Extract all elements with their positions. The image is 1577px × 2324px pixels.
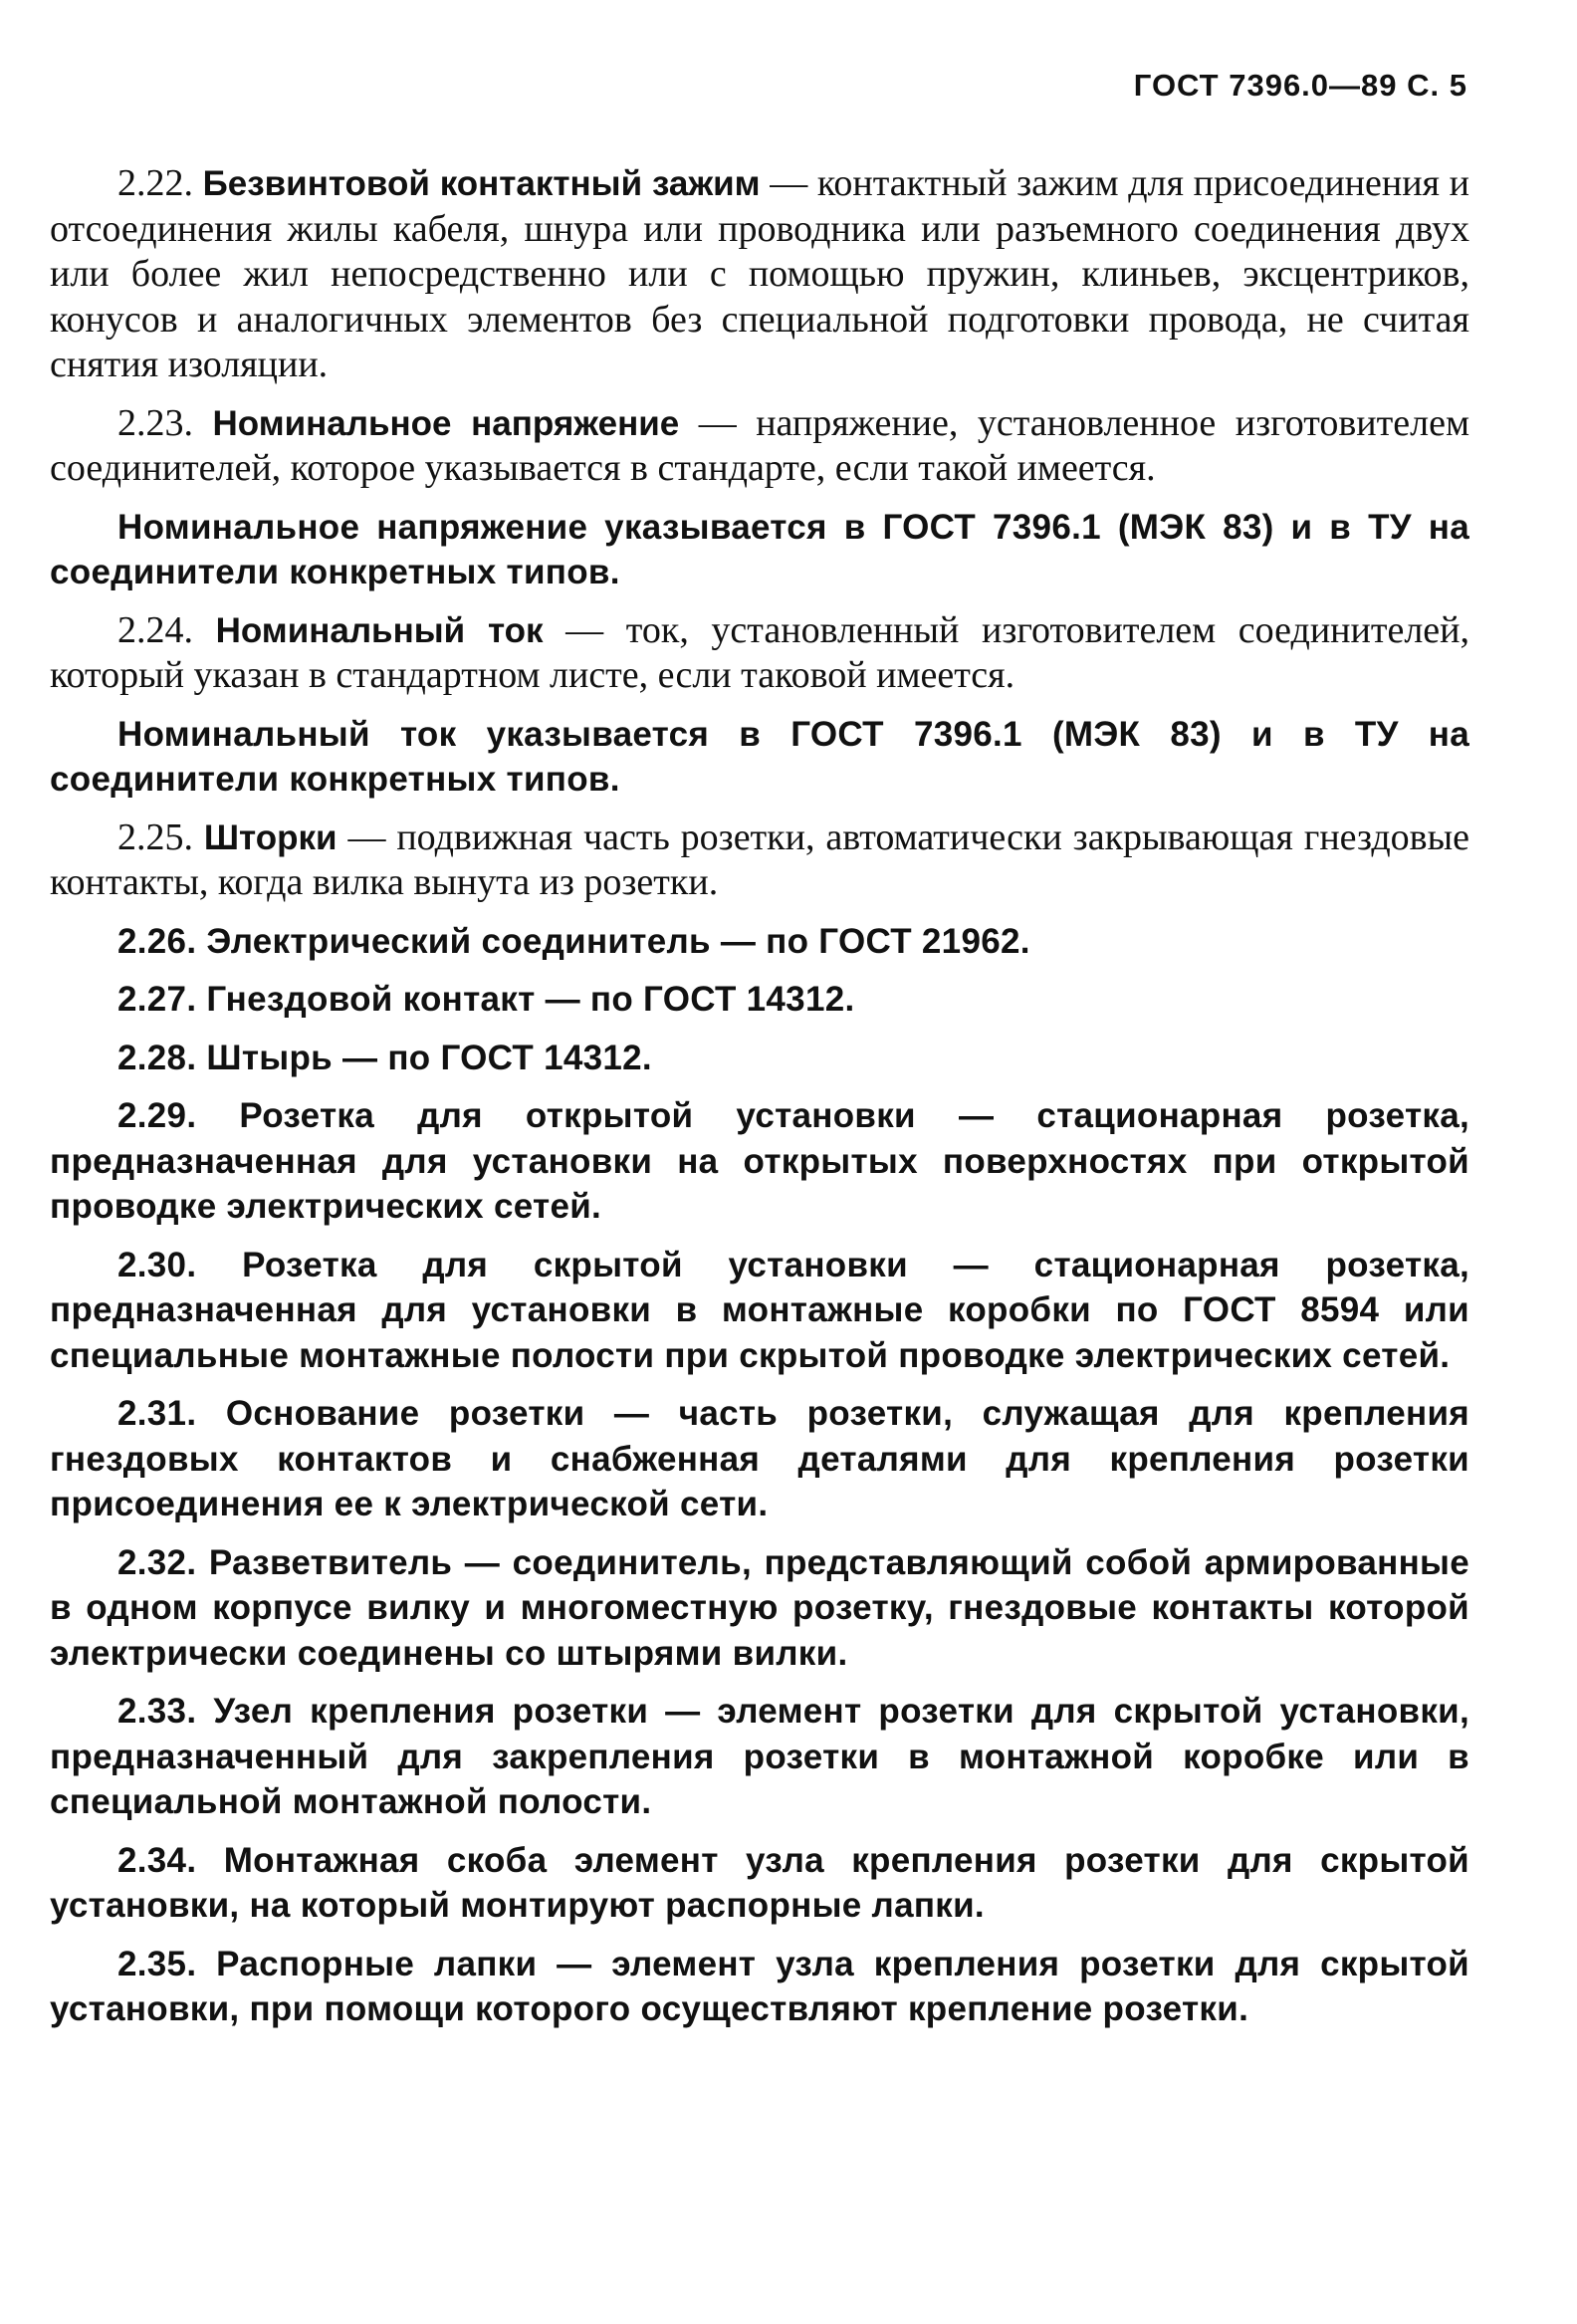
clause-2-23 [50, 401, 1469, 492]
clause-number: 2.22. [117, 162, 193, 204]
page-header: ГОСТ 7396.0—89 С. 5 [1133, 68, 1467, 103]
clause-2-25 [50, 815, 1469, 906]
clause-2-33: 2.33. Узел крепления розетки — элемент розетки для скрытой установки, предназначенный для закрепления розетки в монтажной коробке или в специальной монтажной полости. [50, 1692, 1469, 1821]
clause-2-27: 2.27. Гнездовой контакт — по ГОСТ 14312. [117, 980, 855, 1019]
note-rated-current: Номинальный ток указывается в ГОСТ 7396.1 (МЭК 83) и в ТУ на соединители конкретных типов. [50, 714, 1469, 799]
clause-2-35: 2.35. Распорные лапки — элемент узла крепления розетки для скрытой установки, при помощи которого осуществляют крепление розетки. [50, 1944, 1469, 2028]
clause-2-31: 2.31. Основание розетки — часть розетки, служащая для крепления гнездовых контактов и снабженная деталями для крепления розетки присоединения ее к электрической сети. [50, 1394, 1469, 1523]
clause-text: — напряжение, установленное изготовителем соединителей, которое указывается в стандарте, если такой имеется. [50, 401, 1469, 489]
clause-number: 2.23. [117, 401, 193, 444]
clause-2-28: 2.28. Штырь — по ГОСТ 14312. [117, 1038, 652, 1077]
clause-text: — подвижная часть розетки, автоматически закрывающая гнездовые контакты, когда вилка вынута из розетки. [50, 815, 1469, 903]
clause-term: Номинальный ток [215, 610, 544, 650]
clause-number: 2.24. [117, 608, 193, 651]
clause-term: Номинальное напряжение [212, 403, 680, 443]
clause-2-30: 2.30. Розетка для скрытой установки — стационарная розетка, предназначенная для установки в монтажные коробки по ГОСТ 8594 или специальные монтажные полости при скрытой проводке электрических сетей. [50, 1245, 1469, 1375]
note-rated-voltage: Номинальное напряжение указывается в ГОСТ 7396.1 (МЭК 83) и в ТУ на соединители конкретных типов. [50, 507, 1469, 591]
clause-term: Безвинтовой контактный зажим [202, 164, 761, 203]
clause-term: Шторки [203, 817, 338, 857]
clause-2-34: 2.34. Монтажная скоба элемент узла крепления розетки для скрытой установки, на который монтируют распорные лапки. [50, 1840, 1469, 1925]
document-body [50, 161, 1469, 2045]
clause-2-32: 2.32. Разветвитель — соединитель, представляющий собой армированные в одном корпусе вилку и многоместную розетку, гнездовые контакты которой электрически соединены со штырями вилки. [50, 1542, 1469, 1673]
clause-2-24 [50, 608, 1469, 699]
clause-2-29: 2.29. Розетка для открытой установки — стационарная розетка, предназначенная для установки на открытых поверхностях при открытой проводке электрических сетей. [50, 1096, 1469, 1226]
clause-text: — ток, установленный изготовителем соединителей, который указан в стандартном листе, если таковой имеется. [50, 608, 1469, 696]
clause-2-26: 2.26. Электрический соединитель — по ГОСТ 21962. [117, 921, 1030, 961]
clause-text: — контактный зажим для присоединения и отсоединения жилы кабеля, шнура или проводника или разъемного соединения двух или более жил непосредственно или с помощью пружин, клиньев, эксцентриков, конусов и аналогичных элементов без специальной подготовки провода, не считая снятия изоляции. [50, 162, 1469, 385]
clause-2-22 [50, 161, 1469, 388]
clause-number: 2.25. [117, 815, 193, 858]
